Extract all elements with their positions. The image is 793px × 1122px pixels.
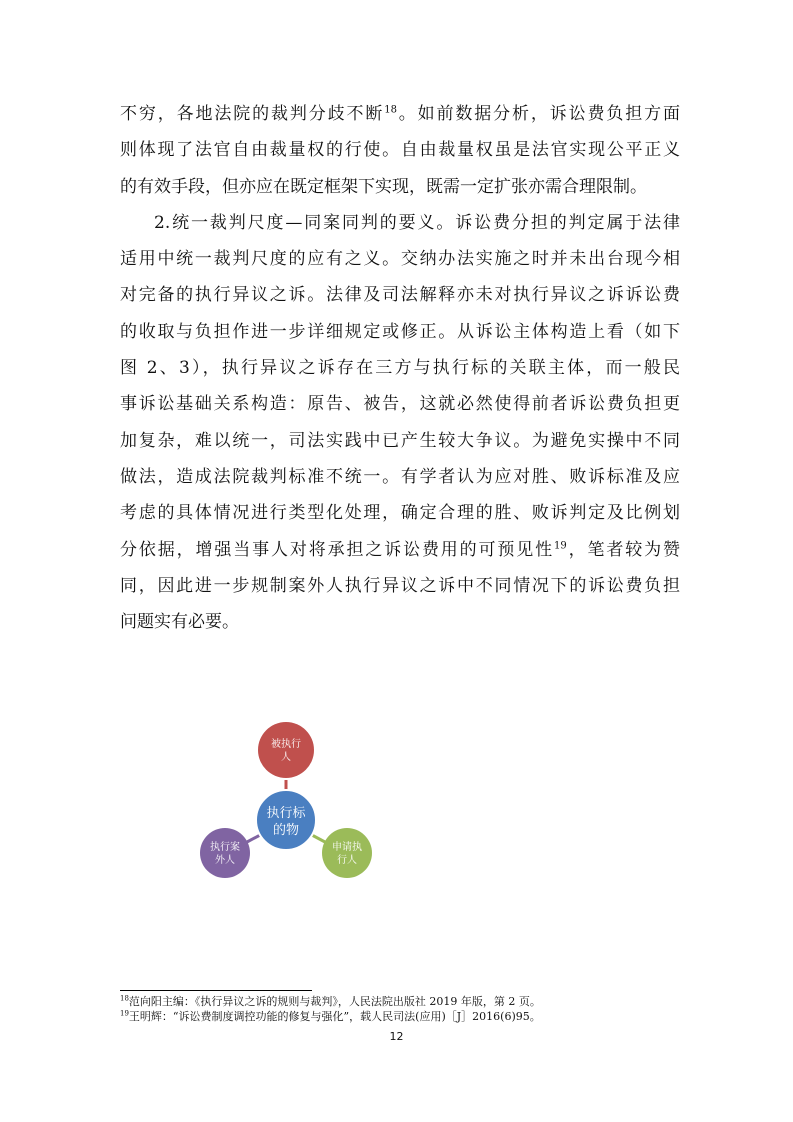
- node-right-circle: [322, 828, 372, 878]
- party-relationship-diagram: [190, 720, 400, 890]
- footnote-separator: [120, 990, 312, 991]
- paragraph-line: 适用中统一裁判尺度的应有之义。交纳办法实施之时并未出台现今相: [120, 249, 680, 270]
- paragraph-line: 考虑的具体情况进行类型化处理，确定合理的胜、败诉判定及比例划: [120, 503, 680, 524]
- footnote-ref-18: 18: [384, 104, 397, 116]
- paragraph-line: 对完备的执行异议之诉。法律及司法解释亦未对执行异议之诉诉讼费: [120, 285, 680, 306]
- text-run: 。如前数据分析，诉讼费负担方面: [396, 104, 681, 124]
- node-right-label-2: 行人: [337, 855, 357, 866]
- paragraph-line: 的有效手段，但亦应在既定框架下实现，既需一定扩张亦需合理限制。: [120, 176, 647, 197]
- paragraph-line: 的收取与负担作进一步详细规定或修正。从诉讼主体构造上看（如下: [120, 321, 680, 342]
- paragraph-line: 图 2、3），执行异议之诉存在三方与执行标的关联主体，而一般民: [120, 358, 680, 379]
- footnote-text: 范向阳主编：《执行异议之诉的规则与裁判》，人民法院出版社 2019 年版，第 2 页。: [128, 995, 541, 1008]
- footnote-number: 18: [120, 994, 129, 1003]
- node-left-label-2: 外人: [215, 855, 235, 866]
- node-right-label-1: 申请执: [332, 842, 362, 853]
- node-top-label-2: 人: [281, 752, 291, 763]
- footnote-ref-19: 19: [554, 539, 567, 551]
- text-run: 分依据，增强当事人对将承担之诉讼费用的可预见性: [120, 539, 555, 560]
- footnote-18: [120, 994, 680, 1009]
- footnote-text: 王明辉：“诉讼费制度调控功能的修复与强化”，载人民司法(应用)［J］2016(6)95。: [128, 1010, 541, 1023]
- node-top-label-1: 被执行: [271, 739, 301, 750]
- paragraph-line: [120, 96, 680, 132]
- footnotes: [120, 994, 680, 1024]
- node-left-label-1: 执行案: [210, 842, 240, 853]
- paragraph-line: 问题实有必要。: [120, 612, 239, 633]
- paragraph-line: 则体现了法官自由裁量权的行使。自由裁量权虽是法官实现公平正义: [120, 140, 680, 161]
- body-text: [120, 96, 680, 640]
- paragraph-line: 2.统一裁判尺度—同案同判的要义。诉讼费分担的判定属于法律: [154, 212, 680, 233]
- text-run: 不穷，各地法院的裁判分歧不断: [120, 104, 385, 124]
- paragraph-line: 事诉讼基础关系构造：原告、被告，这就必然使得前者诉讼费负担更: [120, 394, 680, 415]
- page-number: 12: [389, 1030, 404, 1043]
- node-center-label-1: 执行标: [266, 806, 306, 821]
- footnote-19: [120, 1009, 680, 1024]
- node-left-circle: [200, 828, 250, 878]
- paragraph-line: 做法，造成法院裁判标准不统一。有学者认为应对胜、败诉标准及应: [120, 466, 680, 487]
- node-center-label-2: 的物: [272, 823, 300, 838]
- paragraph-line: 加复杂，难以统一，司法实践中已产生较大争议。为避免实操中不同: [120, 430, 680, 451]
- node-top-circle: [258, 722, 314, 778]
- text-run: ，笔者较为赞: [566, 539, 681, 560]
- paragraph-line: [120, 532, 680, 568]
- paragraph-line: 同，因此进一步规制案外人执行异议之诉中不同情况下的诉讼费负担: [120, 575, 680, 596]
- footnote-number: 19: [120, 1009, 129, 1018]
- diagram-svg: [190, 720, 400, 890]
